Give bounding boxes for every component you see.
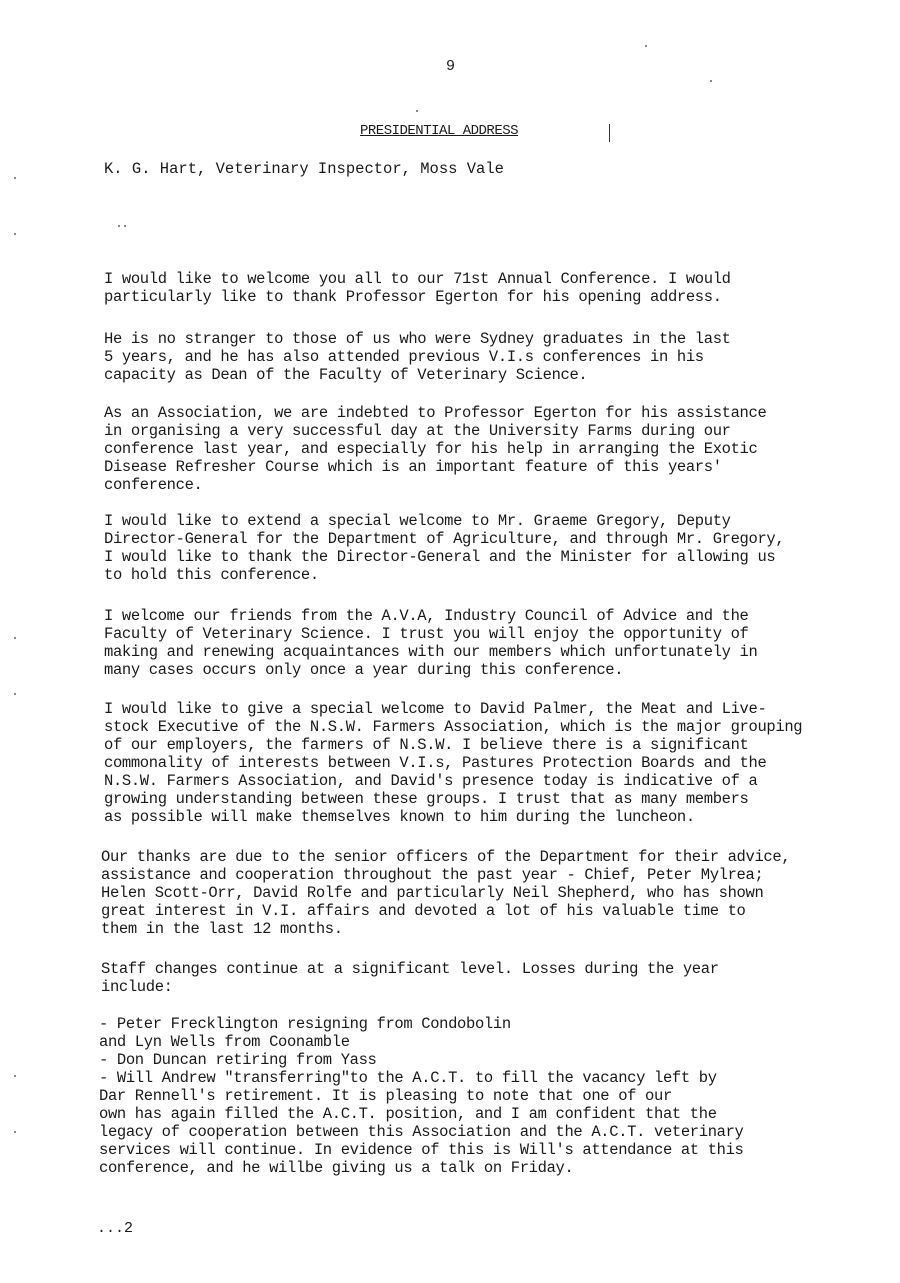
- scan-speck: [416, 110, 418, 112]
- paragraph: [104, 700, 802, 826]
- scan-speck: [14, 693, 16, 695]
- paragraph-line: Disease Refresher Course which is an important feature of this years': [104, 458, 722, 476]
- paragraph-line: 5 years, and he has also attended previous V.I.s conferences in his: [104, 348, 704, 366]
- paragraph-line: growing understanding between these groups. I trust that as many members: [104, 790, 749, 808]
- paragraph: [104, 270, 731, 306]
- scan-speck: [645, 45, 647, 47]
- paragraph-line: conference.: [104, 476, 203, 494]
- paragraph-line: Helen Scott-Orr, David Rolfe and particularly Neil Shepherd, who has shown: [101, 884, 764, 902]
- paragraph-line: I would like to thank the Director-General and the Minister for allowing us: [104, 548, 776, 566]
- paragraph-line: - Will Andrew "transferring"to the A.C.T. to fill the vacancy left by: [99, 1069, 717, 1087]
- paragraph: [101, 960, 719, 996]
- paragraph-line: include:: [101, 978, 173, 996]
- paragraph-line: great interest in V.I. affairs and devoted a lot of his valuable time to: [101, 902, 746, 920]
- page-number: 9: [446, 58, 456, 75]
- paragraph-line: I welcome our friends from the A.V.A, Industry Council of Advice and the: [104, 607, 749, 625]
- paragraph-line: Staff changes continue at a significant level. Losses during the year: [101, 960, 719, 978]
- paragraph-line: Our thanks are due to the senior officers of the Department for their advice,: [101, 848, 791, 866]
- scan-speck: [14, 1131, 16, 1133]
- paragraph-line: I would like to give a special welcome to David Palmer, the Meat and Live-: [104, 700, 767, 718]
- paragraph: [104, 330, 731, 384]
- paragraph-line: them in the last 12 months.: [101, 920, 343, 938]
- paragraph-line: - Don Duncan retiring from Yass: [99, 1051, 377, 1069]
- paragraph-line: He is no stranger to those of us who were Sydney graduates in the last: [104, 330, 731, 348]
- paragraph-line: As an Association, we are indebted to Professor Egerton for his assistance: [104, 404, 767, 422]
- paragraph-line: capacity as Dean of the Faculty of Veterinary Science.: [104, 366, 588, 384]
- scan-speck: [14, 233, 16, 235]
- scan-speck: [14, 637, 16, 639]
- paragraph-line: as possible will make themselves known to him during the luncheon.: [104, 808, 695, 826]
- paragraph-line: services will continue. In evidence of this is Will's attendance at this: [99, 1141, 744, 1159]
- paragraph-line: many cases occurs only once a year during this conference.: [104, 661, 624, 679]
- paragraph-line: legacy of cooperation between this Association and the A.C.T. veterinary: [99, 1123, 744, 1141]
- scan-speck: [118, 225, 120, 227]
- paragraph-line: stock Executive of the N.S.W. Farmers Association, which is the major grouping: [104, 718, 803, 736]
- paragraph: [99, 1015, 744, 1177]
- scan-speck: [14, 177, 16, 179]
- paragraph-line: N.S.W. Farmers Association, and David's presence today is indicative of a: [104, 772, 758, 790]
- paragraph-line: I would like to extend a special welcome to Mr. Graeme Gregory, Deputy: [104, 512, 731, 530]
- paragraph-line: Faculty of Veterinary Science. I trust you will enjoy the opportunity of: [104, 625, 749, 643]
- paragraph-line: making and renewing acquaintances with our members which unfortunately in: [104, 643, 758, 661]
- page-title: PRESIDENTIAL ADDRESS: [360, 123, 519, 139]
- paragraph-line: commonality of interests between V.I.s, Pastures Protection Boards and the: [104, 754, 767, 772]
- paragraph: [104, 607, 757, 679]
- paragraph-line: of our employers, the farmers of N.S.W. I believe there is a significant: [104, 736, 749, 754]
- paragraph: [104, 404, 766, 494]
- scan-speck: [14, 1075, 16, 1077]
- paragraph-line: and Lyn Wells from Coonamble: [99, 1033, 350, 1051]
- paragraph-line: I would like to welcome you all to our 71st Annual Conference. I would: [104, 270, 731, 288]
- paragraph-line: conference last year, and especially for his help in arranging the Exotic: [104, 440, 758, 458]
- paragraph-line: in organising a very successful day at the University Farms during our: [104, 422, 731, 440]
- paragraph-line: assistance and cooperation throughout the past year - Chief, Peter Mylrea;: [101, 866, 764, 884]
- paragraph-line: Dar Rennell's retirement. It is pleasing to note that one of our: [99, 1087, 672, 1105]
- scan-speck: [710, 80, 712, 82]
- author-line: K. G. Hart, Veterinary Inspector, Moss Vale: [104, 160, 504, 178]
- margin-mark: [609, 124, 610, 142]
- continuation-marker: ...2: [97, 1220, 134, 1237]
- paragraph-line: to hold this conference.: [104, 566, 319, 584]
- paragraph-line: own has again filled the A.C.T. position, and I am confident that the: [99, 1105, 717, 1123]
- paragraph-line: Director-General for the Department of Agriculture, and through Mr. Gregory,: [104, 530, 785, 548]
- paragraph-line: particularly like to thank Professor Egerton for his opening address.: [104, 288, 722, 306]
- paragraph-line: conference, and he willbe giving us a talk on Friday.: [99, 1159, 574, 1177]
- scan-speck: [124, 225, 126, 227]
- paragraph-line: - Peter Frecklington resigning from Condobolin: [99, 1015, 511, 1033]
- paragraph: [101, 848, 790, 938]
- paragraph: [104, 512, 784, 584]
